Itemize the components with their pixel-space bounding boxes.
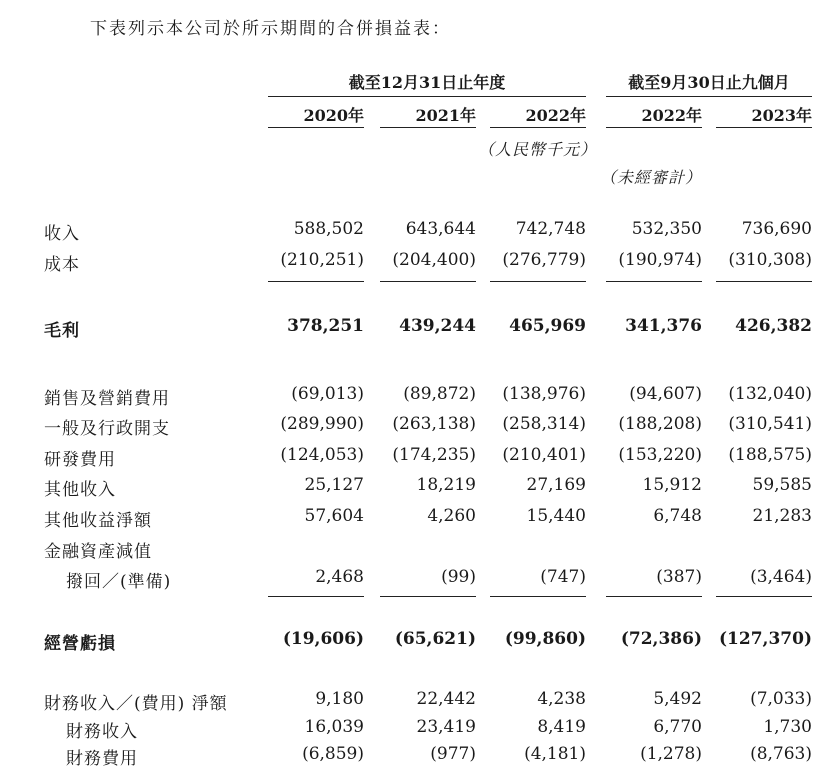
table-cell: 8,419 [537, 717, 586, 737]
table-cell: (977) [430, 744, 476, 764]
table-cell: (190,974) [618, 250, 702, 270]
table-cell: 341,376 [625, 316, 702, 336]
table-cell: 21,283 [752, 506, 812, 526]
table-cell: 1,730 [763, 717, 812, 737]
table-cell: (99) [441, 567, 476, 587]
table-cell: 25,127 [304, 475, 364, 495]
table-cell: (310,308) [728, 250, 812, 270]
table-cell: (6,859) [302, 744, 364, 764]
subtotal-rule [490, 281, 586, 282]
table-row-gross-profit [0, 316, 836, 342]
row-label: 一般及行政開支 [44, 419, 170, 439]
unit-note: （人民幣千元） [478, 140, 598, 159]
table-cell: 6,770 [653, 717, 702, 737]
header-group-nine-months: 截至9月30日止九個月 [606, 70, 812, 97]
table-cell: (65,621) [394, 629, 476, 649]
table-row-other-gains [0, 506, 836, 532]
row-label: 其他收益淨額 [44, 511, 152, 531]
subtotal-rule [268, 281, 364, 282]
row-label: 毛利 [44, 321, 80, 341]
table-cell: 532,350 [631, 219, 702, 239]
table-cell: 426,382 [735, 316, 812, 336]
table-cell: (188,575) [728, 445, 812, 465]
table-cell: (1,278) [640, 744, 702, 764]
table-cell: (174,235) [392, 445, 476, 465]
table-cell: 588,502 [293, 219, 364, 239]
table-cell: (138,976) [502, 384, 586, 404]
table-cell: (3,464) [750, 567, 812, 587]
table-cell: (7,033) [750, 689, 812, 709]
table-cell: (188,208) [618, 414, 702, 434]
subtotal-rule [606, 596, 702, 597]
table-cell: 22,442 [416, 689, 476, 709]
table-cell: 6,748 [653, 506, 702, 526]
table-cell: (89,872) [403, 384, 476, 404]
table-cell: (276,779) [502, 250, 586, 270]
table-row-rnd-expenses [0, 445, 836, 471]
row-label: 研發費用 [44, 450, 116, 470]
table-cell: (124,053) [280, 445, 364, 465]
table-cell: 4,260 [427, 506, 476, 526]
table-cell: (4,181) [524, 744, 586, 764]
table-cell: 18,219 [416, 475, 476, 495]
table-cell: (258,314) [502, 414, 586, 434]
table-cell: (153,220) [618, 445, 702, 465]
table-cell: (69,013) [291, 384, 364, 404]
table-cell: (132,040) [728, 384, 812, 404]
table-row-operating-loss [0, 629, 836, 655]
unaudited-note: （未經審計） [600, 168, 703, 187]
year-header-2023-9m: 2023年 [716, 103, 812, 128]
table-cell: 9,180 [315, 689, 364, 709]
table-cell: (263,138) [392, 414, 476, 434]
table-row-selling-expenses [0, 384, 836, 410]
table-cell: (387) [656, 567, 702, 587]
table-cell: (8,763) [750, 744, 812, 764]
table-cell: 15,440 [526, 506, 586, 526]
table-cell: 59,585 [752, 475, 812, 495]
table-cell: (99,860) [504, 629, 586, 649]
row-label: 金融資產減值 [44, 542, 152, 562]
row-label: 銷售及營銷費用 [44, 389, 170, 409]
table-row-impairment [0, 567, 836, 593]
year-header-2022: 2022年 [490, 103, 586, 128]
header-group-full-year: 截至12月31日止年度 [268, 70, 586, 97]
subtotal-rule [716, 596, 812, 597]
table-cell: (210,251) [280, 250, 364, 270]
table-cell: (310,541) [728, 414, 812, 434]
table-cell: (94,607) [629, 384, 702, 404]
table-cell: (127,370) [719, 629, 812, 649]
row-label: 成本 [44, 255, 80, 275]
row-label: 財務收入／(費用) 淨額 [44, 694, 228, 714]
subtotal-rule [268, 596, 364, 597]
table-cell: 16,039 [304, 717, 364, 737]
table-row-revenue [0, 219, 836, 245]
row-label: 經營虧損 [44, 634, 116, 654]
year-header-2021: 2021年 [380, 103, 476, 128]
table-cell: 2,468 [315, 567, 364, 587]
table-row-impairment-heading [0, 537, 836, 563]
table-row-admin-expenses [0, 414, 836, 440]
row-label: 財務收入 [66, 722, 138, 742]
row-label: 撥回／(準備) [66, 572, 172, 592]
table-cell: 27,169 [526, 475, 586, 495]
table-cell: 57,604 [304, 506, 364, 526]
table-row-finance-costs [0, 744, 836, 770]
subtotal-rule [716, 281, 812, 282]
table-cell: (19,606) [282, 629, 364, 649]
table-cell: 5,492 [653, 689, 702, 709]
table-row-other-income [0, 475, 836, 501]
table-cell: (289,990) [280, 414, 364, 434]
table-cell: (747) [540, 567, 586, 587]
table-cell: (72,386) [620, 629, 702, 649]
intro-text: 下表列示本公司於所示期間的合併損益表： [90, 19, 451, 39]
table-cell: 15,912 [642, 475, 702, 495]
table-cell: (210,401) [502, 445, 586, 465]
table-cell: 742,748 [515, 219, 586, 239]
table-row-net-finance [0, 689, 836, 715]
year-header-2020: 2020年 [268, 103, 364, 128]
table-row-finance-income [0, 717, 836, 743]
table-cell: 23,419 [416, 717, 476, 737]
table-cell: 736,690 [741, 219, 812, 239]
table-cell: 643,644 [405, 219, 476, 239]
subtotal-rule [380, 281, 476, 282]
subtotal-rule [490, 596, 586, 597]
table-row-cost [0, 250, 836, 276]
table-cell: 378,251 [287, 316, 364, 336]
row-label: 其他收入 [44, 480, 116, 500]
subtotal-rule [380, 596, 476, 597]
subtotal-rule [606, 281, 702, 282]
table-cell: 4,238 [537, 689, 586, 709]
row-label: 收入 [44, 224, 80, 244]
table-cell: 439,244 [399, 316, 476, 336]
year-header-2022-9m: 2022年 [606, 103, 702, 128]
table-cell: 465,969 [509, 316, 586, 336]
row-label: 財務費用 [66, 749, 138, 769]
table-cell: (204,400) [392, 250, 476, 270]
